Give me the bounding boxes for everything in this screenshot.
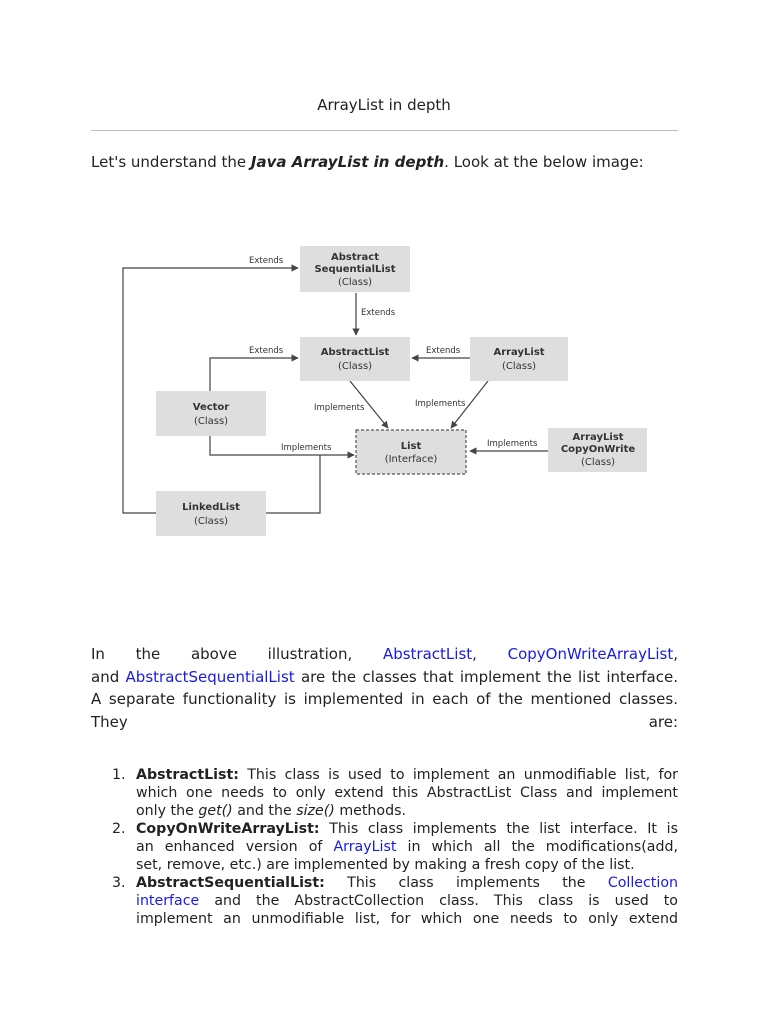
list-line <box>136 838 678 856</box>
edge-label: Implements <box>487 439 538 449</box>
paragraph-word: In <box>91 645 105 663</box>
box-label: (Class) <box>193 416 229 427</box>
box-array-list <box>470 337 568 381</box>
box-list-interface <box>356 430 466 474</box>
list-code: get() <box>198 803 233 819</box>
list-text: This class is used to implement an unmodifiable list, for <box>238 767 678 783</box>
paragraph-line <box>91 711 678 734</box>
box-cow-array-list <box>548 428 647 472</box>
box-label: (Class) <box>337 277 373 288</box>
box-label: (Class) <box>501 361 537 372</box>
edge-vector-extends-abstractlist <box>210 358 298 391</box>
box-label: SequentialList <box>314 264 396 275</box>
list-code: size() <box>296 803 335 819</box>
edge-label: Implements <box>314 403 365 413</box>
paragraph-line: A separate functionality is implemented in each of the mentioned classes. <box>91 690 678 708</box>
edge-label: Implements <box>281 443 332 453</box>
box-label: List <box>400 441 422 452</box>
paragraph-word: and <box>91 667 120 686</box>
page-title: ArrayList in depth <box>317 96 451 114</box>
box-label: LinkedList <box>182 502 240 513</box>
intro-emphasis: Java ArrayList in depth <box>250 153 445 171</box>
list-number: 3. <box>112 875 126 891</box>
list-number: 1. <box>112 767 126 783</box>
edge-label: Implements <box>415 399 466 409</box>
box-label: ArrayList <box>572 432 624 443</box>
link-collection[interactable]: Collection <box>607 875 678 891</box>
edge-label: Extends <box>361 308 396 318</box>
paragraph-word: are: <box>648 712 678 731</box>
list-line <box>136 766 678 784</box>
list-text: This class implements the list interface. It is <box>319 821 678 837</box>
link-collection-interface[interactable]: interface <box>136 893 200 909</box>
edge-label: Extends <box>249 256 284 266</box>
list-line: which one needs to only extend this AbstractList Class and implement <box>136 785 678 801</box>
box-abstract-list <box>300 337 410 381</box>
box-label: (Class) <box>580 457 616 468</box>
paragraph-word: They <box>91 712 128 731</box>
paragraph-line <box>91 666 678 689</box>
paragraph-word: illustration, <box>267 645 353 663</box>
paragraph-punct: , <box>673 645 678 663</box>
box-label: CopyOnWrite <box>560 444 636 455</box>
list-text: methods. <box>334 803 407 819</box>
box-abstract-sequential-list <box>300 246 410 292</box>
edge-label: Extends <box>426 346 461 356</box>
paragraph-punct: , <box>472 645 477 663</box>
list-text: an enhanced version of <box>136 839 334 855</box>
list-text: This class implements the <box>324 875 608 891</box>
intro-suffix: . Look at the below image: <box>444 153 644 171</box>
list-term: CopyOnWriteArrayList: <box>136 821 320 837</box>
list-item <box>112 766 678 820</box>
box-label: (Class) <box>193 516 229 527</box>
list-line: set, remove, etc.) are implemented by making a fresh copy of the list. <box>136 857 635 873</box>
box-label: ArrayList <box>493 347 545 358</box>
list-term: AbstractList: <box>136 767 239 783</box>
list-number: 2. <box>112 821 126 837</box>
box-label: (Interface) <box>384 454 438 465</box>
list-text: only the <box>136 803 199 819</box>
box-label: Vector <box>192 402 230 413</box>
list-line: implement an unmodifiable list, for which one needs to only extend <box>136 911 678 927</box>
class-description-list <box>112 766 678 928</box>
list-line <box>136 874 678 892</box>
list-text: and the <box>232 803 297 819</box>
paragraph-word: the <box>135 645 161 663</box>
box-label: AbstractList <box>320 347 390 358</box>
intro-prefix: Let's understand the <box>91 153 251 171</box>
list-line <box>136 820 678 838</box>
list-line <box>136 802 678 820</box>
list-item <box>112 874 678 928</box>
box-label: (Class) <box>337 361 373 372</box>
link-abstract-sequential-list[interactable]: AbstractSequentialList <box>125 667 295 686</box>
list-term: AbstractSequentialList: <box>136 875 325 891</box>
list-line <box>136 892 678 910</box>
box-linked-list <box>156 491 266 536</box>
edge-linkedlist-implements-list <box>266 455 320 513</box>
paragraph-text: are the classes that implement the list interface. <box>300 667 678 686</box>
edge-label: Extends <box>249 346 284 356</box>
paragraph-word: above <box>190 645 237 663</box>
link-abstract-list[interactable]: AbstractList <box>382 645 473 663</box>
list-item <box>112 820 678 874</box>
paragraph-line <box>91 643 678 666</box>
box-label: Abstract <box>330 252 380 263</box>
link-arraylist[interactable]: ArrayList <box>333 839 397 855</box>
box-vector <box>156 391 266 436</box>
list-text: in which all the modifications(add, <box>396 839 678 855</box>
explanation-paragraph <box>91 643 678 733</box>
list-text: and the AbstractCollection class. This class is used to <box>199 893 678 909</box>
link-copy-on-write-arraylist[interactable]: CopyOnWriteArrayList <box>507 645 674 663</box>
